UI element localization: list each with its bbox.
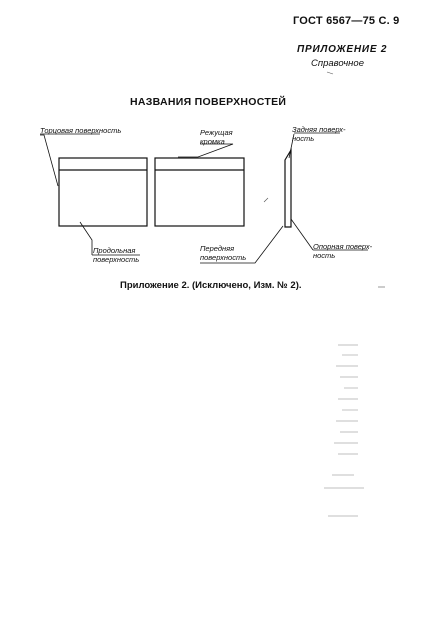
label-cutting-edge: Режущая кромка (200, 128, 233, 146)
appendix-note: Приложение 2. (Исключено, Изм. № 2). (120, 280, 302, 291)
appendix-type: Справочное (311, 58, 364, 69)
label-back-face: Задняя поверх- ность (292, 125, 346, 143)
label-end-face: Торцовая поверхность (40, 126, 122, 135)
tool-blank-left (59, 158, 147, 226)
section-title: НАЗВАНИЯ ПОВЕРХНОСТЕЙ (130, 96, 287, 108)
label-longitudinal-face: Продольная поверхность (93, 246, 140, 264)
bleed-through-marks (318, 340, 378, 530)
page-header: ГОСТ 6567—75 С. 9 (293, 15, 400, 27)
tool-blank-profile (285, 150, 291, 227)
appendix-label: ПРИЛОЖЕНИЕ 2 (297, 44, 388, 55)
tool-blank-middle (155, 158, 244, 226)
label-front-face: Передняя поверхность (200, 244, 247, 262)
label-support-face: Опорная поверх- ность (313, 242, 373, 260)
